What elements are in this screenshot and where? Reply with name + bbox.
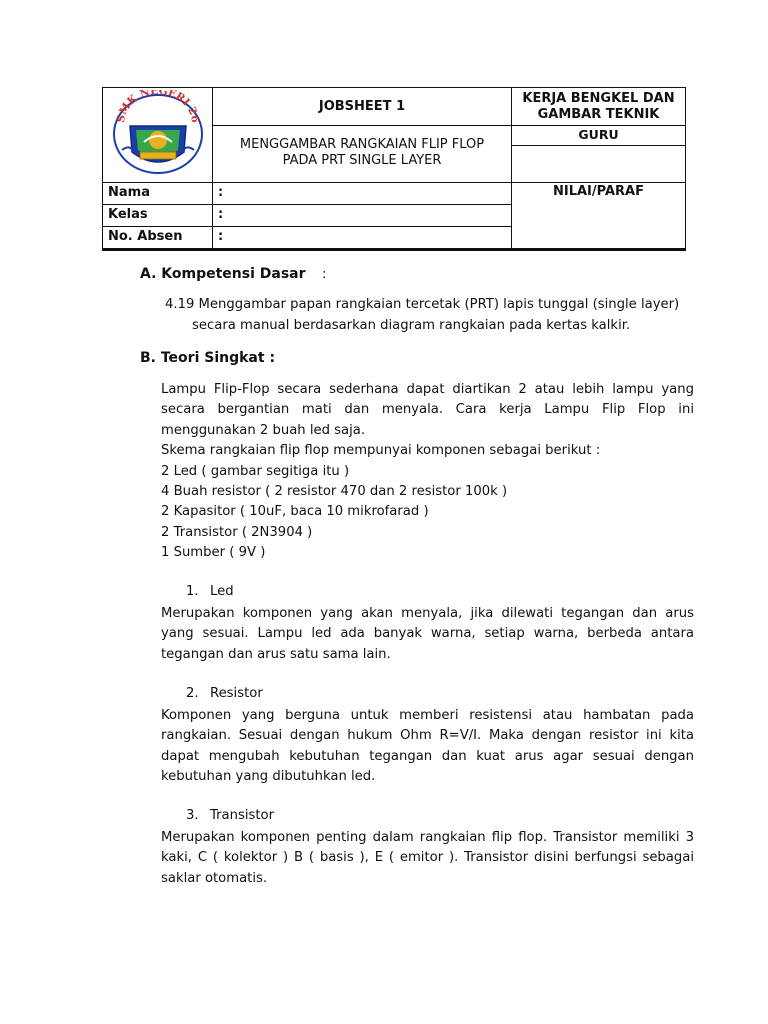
item-led-text: Merupakan komponen yang akan menyala, jika dilewati tegangan dan arus yang sesuai. Lampu led ada banyak warna, setiap warna, berbeda antara tegangan dan arus satu sama lain. <box>161 606 694 662</box>
subject-cell <box>512 88 686 126</box>
component-item: 4 Buah resistor ( 2 resistor 470 dan 2 resistor 100k ) <box>161 484 508 500</box>
component-item: 2 Led ( gambar segitiga itu ) <box>161 463 350 479</box>
field-input-absen[interactable]: : <box>213 227 512 250</box>
guru-cell <box>512 126 686 183</box>
section-a-heading: A. Kompetensi Dasar <box>140 266 306 282</box>
item-title: Resistor <box>210 686 263 701</box>
nilai-label: NILAI/PARAF <box>553 184 644 199</box>
school-logo <box>110 90 206 176</box>
item-transistor-title <box>186 808 274 823</box>
item-number: 2. <box>186 686 199 701</box>
intro-text: Lampu Flip-Flop secara sederhana dapat diartikan 2 atau lebih lampu yang secara bergantian mati dan menyala. Cara kerja Lampu Flip Flop ini menggunakan 2 buah led saja. <box>161 382 694 438</box>
subject-line1: KERJA BENGKEL DAN <box>522 91 675 106</box>
section-b-heading: B. Teori Singkat : <box>140 350 276 366</box>
item-number: 1. <box>186 584 199 599</box>
item-title: Led <box>210 584 234 599</box>
guru-signature-box <box>512 146 685 182</box>
section-a-colon: : <box>322 267 327 282</box>
item-transistor-text: Merupakan komponen penting dalam rangkaian flip flop. Transistor memiliki 3 kaki, C ( kolektor ) B ( basis ), E ( emitor ). Transistor disini berfungsi sebagai saklar otomatis. <box>161 830 694 886</box>
title-line2: PADA PRT SINGLE LAYER <box>282 153 442 168</box>
intro-paragraph <box>161 380 694 564</box>
guru-label: GURU <box>512 126 685 146</box>
field-input-nama[interactable]: : <box>213 183 512 205</box>
item-resistor-title <box>186 686 263 701</box>
field-label-absen: No. Absen <box>103 227 213 250</box>
header-table <box>102 87 686 251</box>
subject-line2: GAMBAR TEKNIK <box>537 107 660 122</box>
section-a-line2: secara manual berdasarkan diagram rangkaian pada kertas kalkir. <box>192 318 631 333</box>
title-cell <box>213 126 512 183</box>
logo-text: SMK NEGERI 26 <box>114 90 201 124</box>
section-a-line1: 4.19 Menggambar papan rangkaian tercetak (PRT) lapis tunggal (single layer) <box>165 297 680 312</box>
logo-cell <box>103 88 213 183</box>
item-number: 3. <box>186 808 199 823</box>
item-resistor-text: Komponen yang berguna untuk memberi resistensi atau hambatan pada rangkaian. Sesuai dengan hukum Ohm R=V/I. Maka dengan resistor ini kita dapat mengubah kebutuhan tegangan dan kuat arus agar sesuai dengan kebutuhan yang dibutuhkan led. <box>161 708 694 785</box>
component-item: 2 Transistor ( 2N3904 ) <box>161 524 313 540</box>
field-label-kelas: Kelas <box>103 205 213 227</box>
jobsheet-cell <box>213 88 512 126</box>
nilai-cell <box>512 183 686 250</box>
field-label-nama: Nama <box>103 183 213 205</box>
item-led-title <box>186 584 234 599</box>
title-line1: MENGGAMBAR RANGKAIAN FLIP FLOP <box>239 137 485 152</box>
jobsheet-label: JOBSHEET 1 <box>318 99 406 114</box>
field-input-kelas[interactable]: : <box>213 205 512 227</box>
item-title: Transistor <box>210 808 275 823</box>
schema-intro: Skema rangkaian flip flop mempunyai komponen sebagai berikut : <box>161 443 601 459</box>
component-item: 1 Sumber ( 9V ) <box>161 545 266 561</box>
component-item: 2 Kapasitor ( 10uF, baca 10 mikrofarad ) <box>161 504 429 520</box>
